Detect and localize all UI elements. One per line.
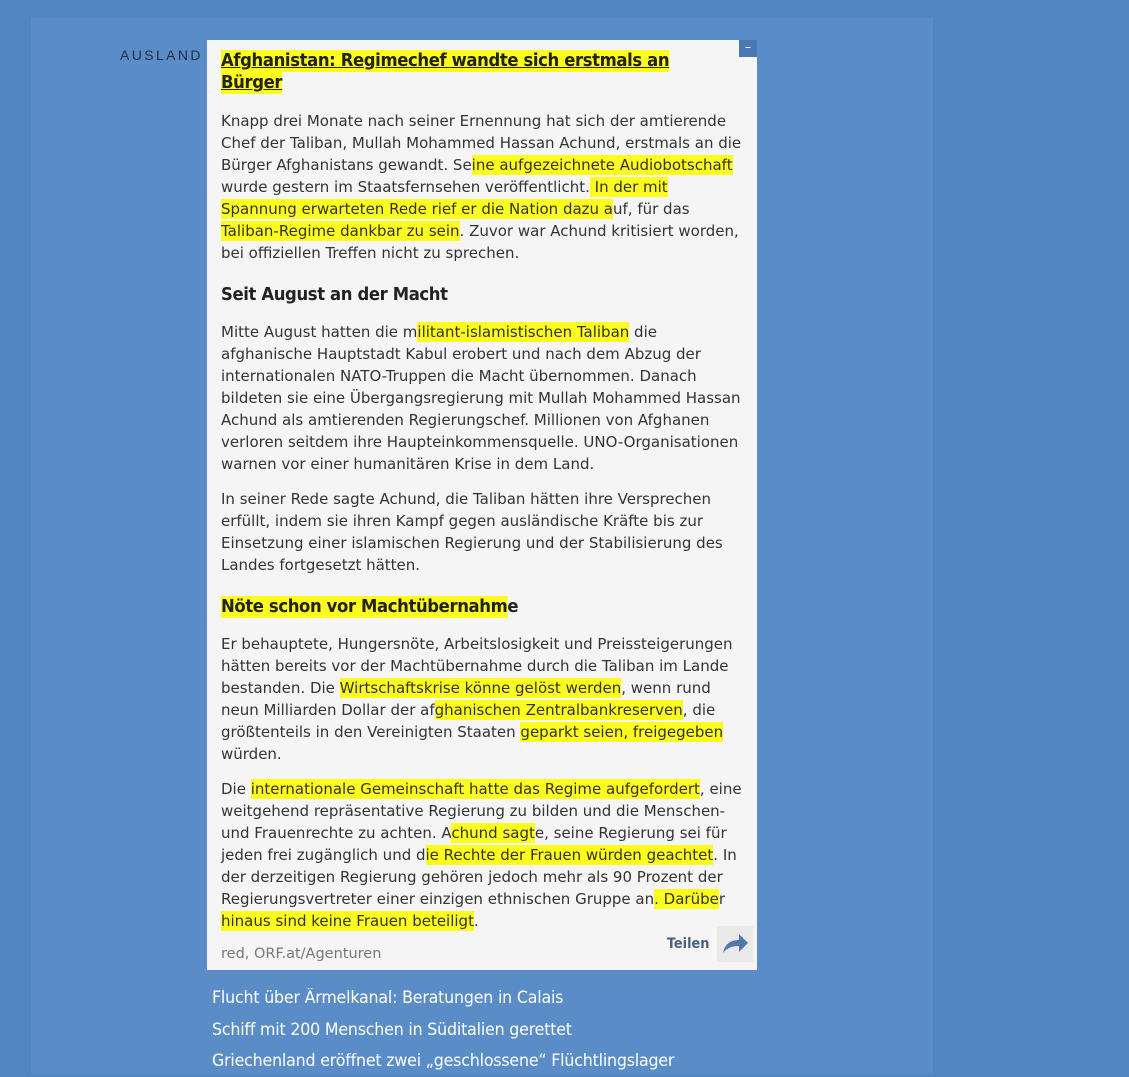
subheading-2: Nöte schon vor Machtübernahme — [221, 597, 519, 617]
article-source: red, ORF.at/Agenturen — [221, 946, 382, 962]
related-link[interactable]: Griechenland eröffnet zwei „geschlossene“ Flüchtlingslager — [212, 1051, 675, 1070]
paragraph-5: Die internationale Gemeinschaft hatte das Regime aufgefordert, eine weitgehend repräsentative Regierung zu bilden und die Menschen- und Frauenrechte zu achten. Achund sagte, seine Regierung sei für jeden frei zugänglich und die Rechte der Frauen würden geachtet. In der derzeitigen Regierung gehören jedoch mehr als 90 Prozent der Regierungsvertreter einer einzigen ethnischen Gruppe an. Darüber hinaus sind keine Frauen beteiligt. — [221, 780, 742, 930]
highlight: Wirtschaftskrise könne gelöst werden — [339, 679, 622, 697]
related-link[interactable]: Flucht über Ärmelkanal: Beratungen in Calais — [212, 988, 564, 1007]
subheading-1: Seit August an der Macht — [221, 285, 448, 305]
related-articles — [212, 982, 694, 1077]
article-card — [207, 40, 757, 970]
related-link[interactable]: Schiff mit 200 Menschen in Süditalien gerettet — [212, 1019, 572, 1039]
highlight: ine aufgezeichnete Audiobotschaft — [471, 156, 733, 174]
paragraph-3: In seiner Rede sagte Achund, die Taliban hätten ihre Versprechen erfüllt, indem sie ihren Kampf gegen ausländische Kräfte bis zur Einsetzung einer islamischen Regierung und der Stabilisierung des Landes fortgesetzt hätten. — [221, 490, 723, 574]
article-content — [221, 50, 743, 962]
highlight: geparkt seien, freigegeben — [520, 723, 724, 741]
highlight: internationale Gemeinschaft hatte das Regime aufgefordert — [250, 780, 700, 798]
highlight: Nöte schon vor Machtübernahm — [221, 597, 508, 617]
paragraph-4: Er behauptete, Hungersnöte, Arbeitslosigkeit und Preissteigerungen hätten bereits vor der Machtübernahme durch die Taliban im Lande bestanden. Die Wirtschaftskrise könne gelöst werden, wenn rund neun Milliarden Dollar der afghanischen Zentralbankreserven, die größtenteils in den Vereinigten Staaten geparkt seien, freigegeben würden. — [221, 635, 733, 763]
share-label: Teilen — [666, 936, 710, 952]
paragraph-1: Knapp drei Monate nach seiner Ernennung hat sich der amtierende Chef der Taliban, Mullah Mohammed Hassan Achund, erstmals an die Bürger Afghanistans gewandt. Seine aufgezeichnete Audiobotschaft wurde gestern im Staatsfernsehen veröffentlicht. In der mit Spannung erwarteten Rede rief er die Nation dazu auf, für das Taliban-Regime dankbar zu sein. Zuvor war Achund kritisiert worden, bei offiziellen Treffen nicht zu sprechen. — [221, 112, 742, 262]
highlight: chund sagt — [451, 824, 535, 842]
title-highlight: Afghanistan: Regimechef wandte sich erstmals an Bürger — [221, 51, 670, 93]
highlight: . Darübe — [654, 890, 719, 908]
highlight: ie Rechte der Frauen würden geachtet — [425, 846, 714, 864]
section-label: AUSLAND — [120, 47, 203, 63]
highlight: ilitant-islamistischen Taliban — [417, 323, 630, 341]
collapse-button[interactable]: – — [739, 40, 757, 57]
highlight: In der mit Spannung erwarteten Rede rief er die Nation dazu a — [221, 178, 668, 218]
share-arrow-icon[interactable] — [717, 926, 753, 962]
highlight: hinaus sind keine Frauen beteiligt — [221, 912, 474, 930]
highlight: Taliban-Regime dankbar zu sein — [221, 222, 460, 240]
highlight: ghanischen Zentralbankreserven — [434, 701, 683, 719]
paragraph-2: Mitte August hatten die militant-islamistischen Taliban die afghanische Hauptstadt Kabul erobert und nach dem Abzug der internationalen NATO-Truppen die Macht übernommen. Danach bildeten sie eine Übergangsregierung mit Mullah Mohammed Hassan Achund als amtierenden Regierungschef. Millionen von Afghanen verloren seitdem ihre Haupteinkommensquelle. UNO-Organisationen warnen vor einer humanitären Krise in dem Land. — [221, 323, 741, 473]
share-button[interactable] — [665, 926, 753, 962]
article-title[interactable] — [221, 50, 729, 94]
